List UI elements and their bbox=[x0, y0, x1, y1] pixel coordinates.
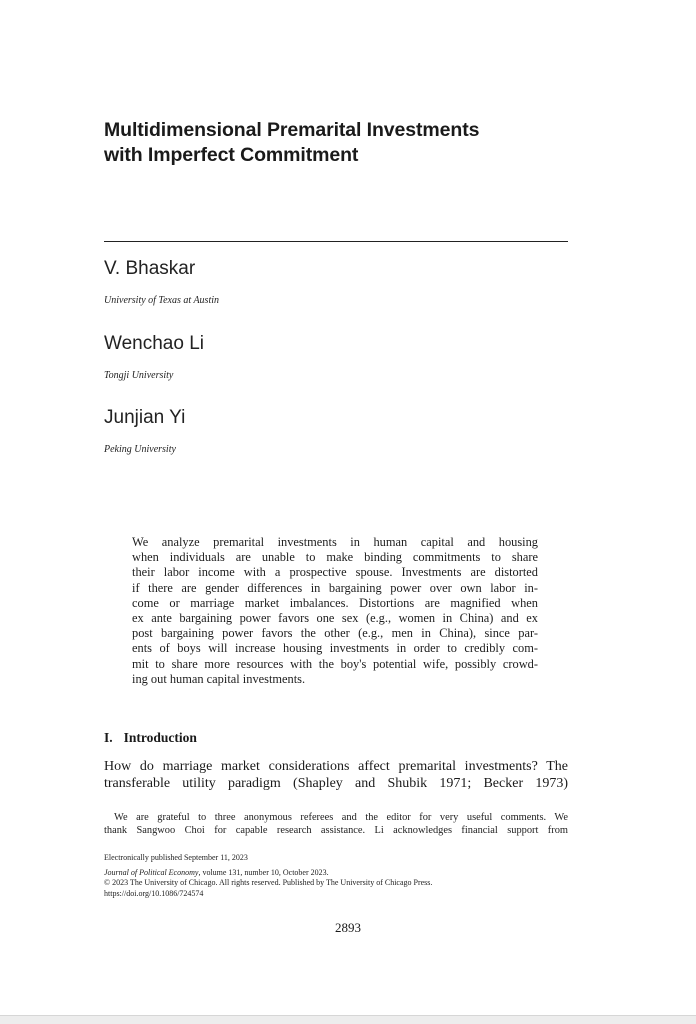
abstract-line: when individuals are unable to make binding commitments to share bbox=[132, 550, 538, 565]
body-line: How do marriage market considerations affect premarital investments? The bbox=[104, 759, 568, 774]
section-title: Introduction bbox=[123, 730, 197, 745]
page-number: 2893 bbox=[335, 920, 361, 935]
title-line-2: with Imperfect Commitment bbox=[104, 144, 359, 166]
abstract-line: post bargaining power favors the other (e.g., men in China), since par- bbox=[132, 626, 538, 641]
author-name-3: Junjian Yi bbox=[104, 407, 186, 428]
author-affiliation-3: Peking University bbox=[104, 444, 176, 455]
author-affiliation-1: University of Texas at Austin bbox=[104, 295, 219, 306]
abstract bbox=[132, 535, 538, 687]
published-date: Electronically published September 11, 2023 bbox=[104, 853, 248, 862]
section-heading bbox=[104, 730, 197, 746]
copyright-notice: © 2023 The University of Chicago. All rights reserved. Published by The University of Chicago Press. bbox=[104, 878, 433, 887]
doi-link[interactable]: https://doi.org/10.1086/724574 bbox=[104, 888, 204, 898]
publication-info bbox=[104, 853, 568, 899]
abstract-line: come or marriage market imbalances. Distortions are magnified when bbox=[132, 595, 538, 610]
abstract-line: ex ante bargaining power favors one sex (e.g., women in China) and ex bbox=[132, 611, 538, 626]
abstract-line: We analyze premarital investments in human capital and housing bbox=[132, 535, 538, 549]
footnote-line: We are grateful to three anonymous referees and the editor for very useful comments. We bbox=[114, 812, 568, 823]
title-line-1: Multidimensional Premarital Investments bbox=[104, 119, 480, 141]
section-number: I. bbox=[104, 730, 113, 745]
body-text bbox=[104, 758, 568, 792]
acknowledgement-footnote bbox=[104, 811, 568, 837]
viewer-bottom-edge bbox=[0, 1015, 696, 1024]
author-name-1: V. Bhaskar bbox=[104, 258, 196, 279]
author-affiliation-2: Tongji University bbox=[104, 370, 174, 381]
abstract-line: ents of boys will increase housing investments in order to credibly com- bbox=[132, 641, 538, 656]
abstract-line: if there are gender differences in bargaining power over own labor in- bbox=[132, 580, 538, 595]
paper-title bbox=[104, 118, 564, 168]
abstract-line: mit to share more resources with the boy's potential wife, possibly crowd- bbox=[132, 656, 538, 671]
journal-name: Journal of Political Economy bbox=[104, 867, 199, 877]
title-rule bbox=[104, 241, 568, 242]
abstract-line: their labor income with a prospective spouse. Investments are distorted bbox=[132, 565, 538, 580]
body-line: transferable utility paradigm (Shapley and Shubik 1971; Becker 1973) bbox=[104, 776, 568, 791]
author-name-2: Wenchao Li bbox=[104, 333, 204, 354]
footnote-line: thank Sangwoo Choi for capable research assistance. Li acknowledges financial support from bbox=[104, 825, 568, 836]
abstract-line: ing out human capital investments. bbox=[132, 671, 306, 686]
journal-details: , volume 131, number 10, October 2023. bbox=[198, 867, 329, 877]
journal-citation bbox=[104, 868, 568, 879]
